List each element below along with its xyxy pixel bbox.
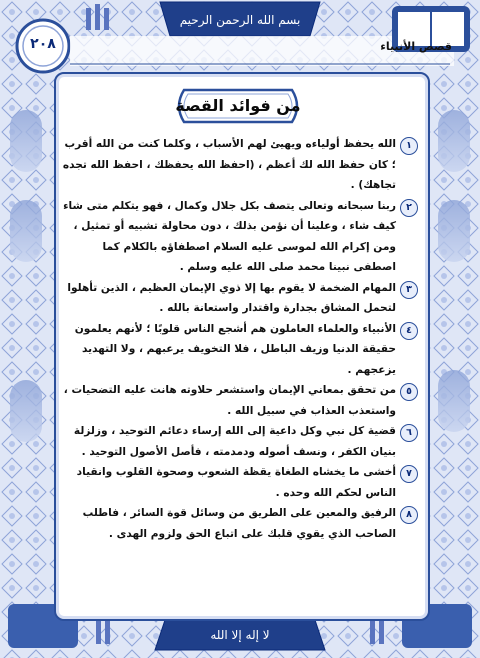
bismillah-calligraphy: بسم الله الرحمن الرحيم xyxy=(179,13,301,27)
section-title-cartouche xyxy=(172,88,304,124)
list-item xyxy=(62,462,418,503)
page-number: ٢٠٨ xyxy=(30,36,56,52)
item-text: الرفيق والمعين على الطريق من وسائل قوة السائر ، فاطلب الصاحب الذي يقوي قلبك على اتباع الحق ولزوم الهدى . xyxy=(82,507,396,540)
item-number-badge: ١ xyxy=(400,137,418,155)
item-number-badge: ٤ xyxy=(400,322,418,340)
side-calligraphy-medallion xyxy=(10,110,42,172)
item-number-badge: ٢ xyxy=(400,199,418,217)
item-text: من تحقق بمعاني الإيمان واستشعر حلاوته هانت عليه التضحيات ، واستعذب العذاب في سبيل الله . xyxy=(63,384,396,417)
item-number-badge: ٧ xyxy=(400,465,418,483)
side-calligraphy-medallion xyxy=(438,200,470,262)
item-text: المهام الضخمة لا يقوم بها إلا ذوي الإيمان العظيم ، الذين تأهلوا لتحمل المشاق بجدارة واقتدار واستعانة بالله . xyxy=(67,281,396,314)
list-item xyxy=(62,278,418,319)
section-title: من فوائد القصة xyxy=(175,96,301,115)
footer-calligraphy: لا إله إلا الله xyxy=(210,628,270,642)
item-text: الأنبياء والعلماء العاملون هم أشجع الناس قلوبًا ؛ لأنهم يعلمون حقيقة الدنيا وزيف الباطل ، فلا التخويف يرعبهم ، ولا التهديد يزعجهم . xyxy=(74,322,396,376)
list-item xyxy=(62,380,418,421)
list-item xyxy=(62,196,418,278)
item-number-badge: ٥ xyxy=(400,383,418,401)
book-title: قصص الأنبياء xyxy=(380,40,452,53)
list-item xyxy=(62,319,418,381)
item-number-badge: ٦ xyxy=(400,424,418,442)
item-text: الله يحفظ أولياءه ويهيئ لهم الأسباب ، وكلما كنت من الله أقرب ؛ كان حفظ الله لك أعظم ، (احفظ الله يحفظك ، احفظ الله تجده تجاهك) . xyxy=(62,138,396,191)
list-item xyxy=(62,421,418,462)
item-text: قضية كل نبي وكل داعية إلى الله إرساء دعائم التوحيد ، وزلزلة بنيان الكفر ، ونسف أصوله ودمدمته ، فأصل الأصول التوحيد . xyxy=(73,425,396,458)
side-calligraphy-medallion xyxy=(10,200,42,262)
side-calligraphy-medallion xyxy=(438,370,470,432)
item-text: أخشى ما يخشاه الطغاة يقظة الشعوب وصحوة القلوب وانقياد الناس لحكم الله وحده . xyxy=(76,466,396,499)
item-text: ربنا سبحانه وتعالى يتصف بكل جلال وكمال ، فهو يتكلم متى شاء كيف شاء ، وعلينا أن نؤمن بذلك ، دون محاولة تشبيه أو تمثيل ، ومن إكرام الله لموسى عليه السلام اصطفاؤه بالكلام كما اصطفى نبينا محمد صلى الله عليه وسلم . xyxy=(63,199,396,273)
list-item xyxy=(62,503,418,544)
side-calligraphy-medallion xyxy=(438,110,470,172)
benefits-list xyxy=(62,134,418,544)
list-item xyxy=(62,134,418,196)
item-number-badge: ٨ xyxy=(400,506,418,524)
side-calligraphy-medallion xyxy=(10,380,42,442)
item-number-badge: ٣ xyxy=(400,281,418,299)
